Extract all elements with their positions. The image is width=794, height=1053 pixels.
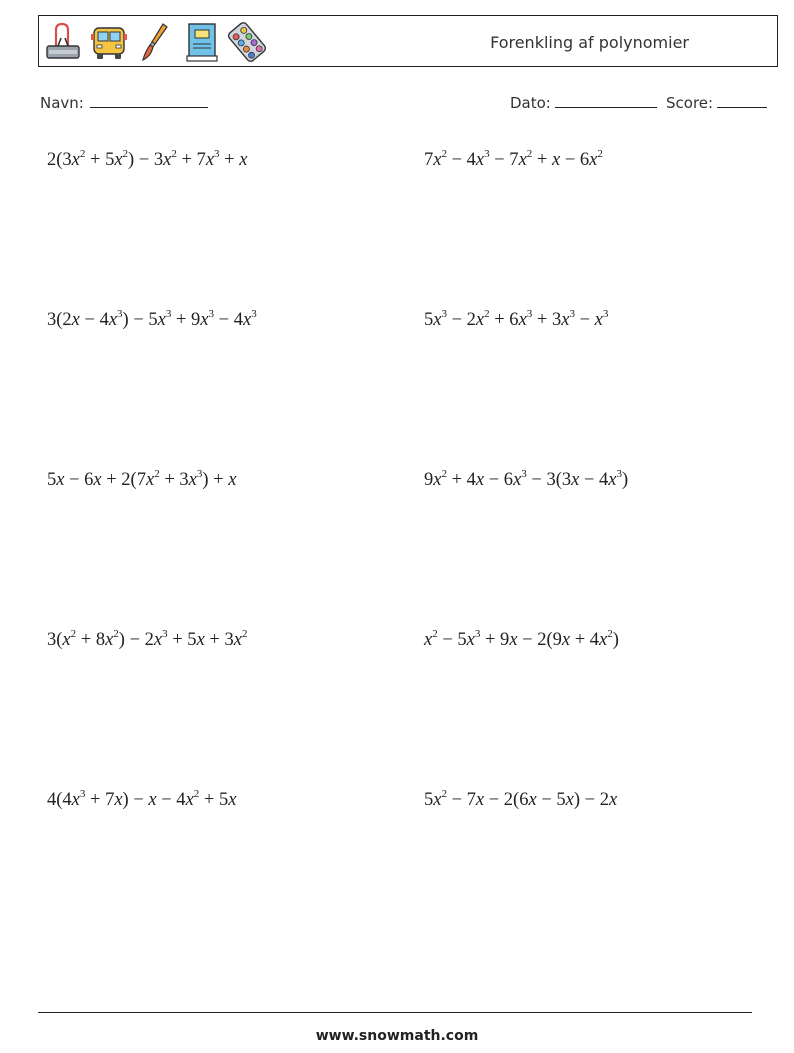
score-field: [666, 93, 767, 112]
worksheet-title: Forenkling af polynomier: [490, 33, 689, 52]
problem-8: $x^2 - 5x^3 + 9x - 2(9x + 4x^2)$: [424, 628, 619, 650]
name-field: [40, 93, 208, 112]
paintbrush-icon: [135, 20, 175, 64]
score-blank[interactable]: [717, 93, 767, 108]
date-blank[interactable]: [555, 93, 657, 108]
watercolor-palette-icon: [227, 20, 267, 64]
problem-9: $4(4x^3 + 7x) - x - 4x^2 + 5x$: [47, 788, 237, 810]
notebook-icon: [181, 20, 221, 64]
problem-7: $3(x^2 + 8x^2) - 2x^3 + 5x + 3x^2$: [47, 628, 248, 650]
school-bus-icon: [89, 20, 129, 64]
name-blank[interactable]: [90, 93, 208, 108]
name-label: Navn:: [40, 94, 84, 112]
problem-6: $9x^2 + 4x - 6x^3 - 3(3x - 4x^3)$: [424, 468, 629, 490]
binder-clip-icon: [43, 20, 83, 64]
problem-10: $5x^2 - 7x - 2(6x - 5x) - 2x$: [424, 788, 618, 810]
problem-4: $5x^3 - 2x^2 + 6x^3 + 3x^3 - x^3$: [424, 308, 609, 330]
footer-website[interactable]: www.snowmath.com: [315, 1028, 479, 1044]
date-label: Dato:: [510, 94, 551, 112]
problem-3: $3(2x - 4x^3) - 5x^3 + 9x^3 - 4x^3$: [47, 308, 257, 330]
date-field: [510, 93, 657, 112]
problem-1: $2(3x^2 + 5x^2) - 3x^2 + 7x^3 + x$: [47, 148, 248, 170]
footer-divider: [38, 1012, 752, 1013]
worksheet-header: [38, 15, 778, 67]
problem-5: $5x - 6x + 2(7x^2 + 3x^3) + x$: [47, 468, 237, 490]
header-icons: [43, 20, 267, 64]
problem-2: $7x^2 - 4x^3 - 7x^2 + x - 6x^2$: [424, 148, 603, 170]
score-label: Score:: [666, 94, 714, 112]
